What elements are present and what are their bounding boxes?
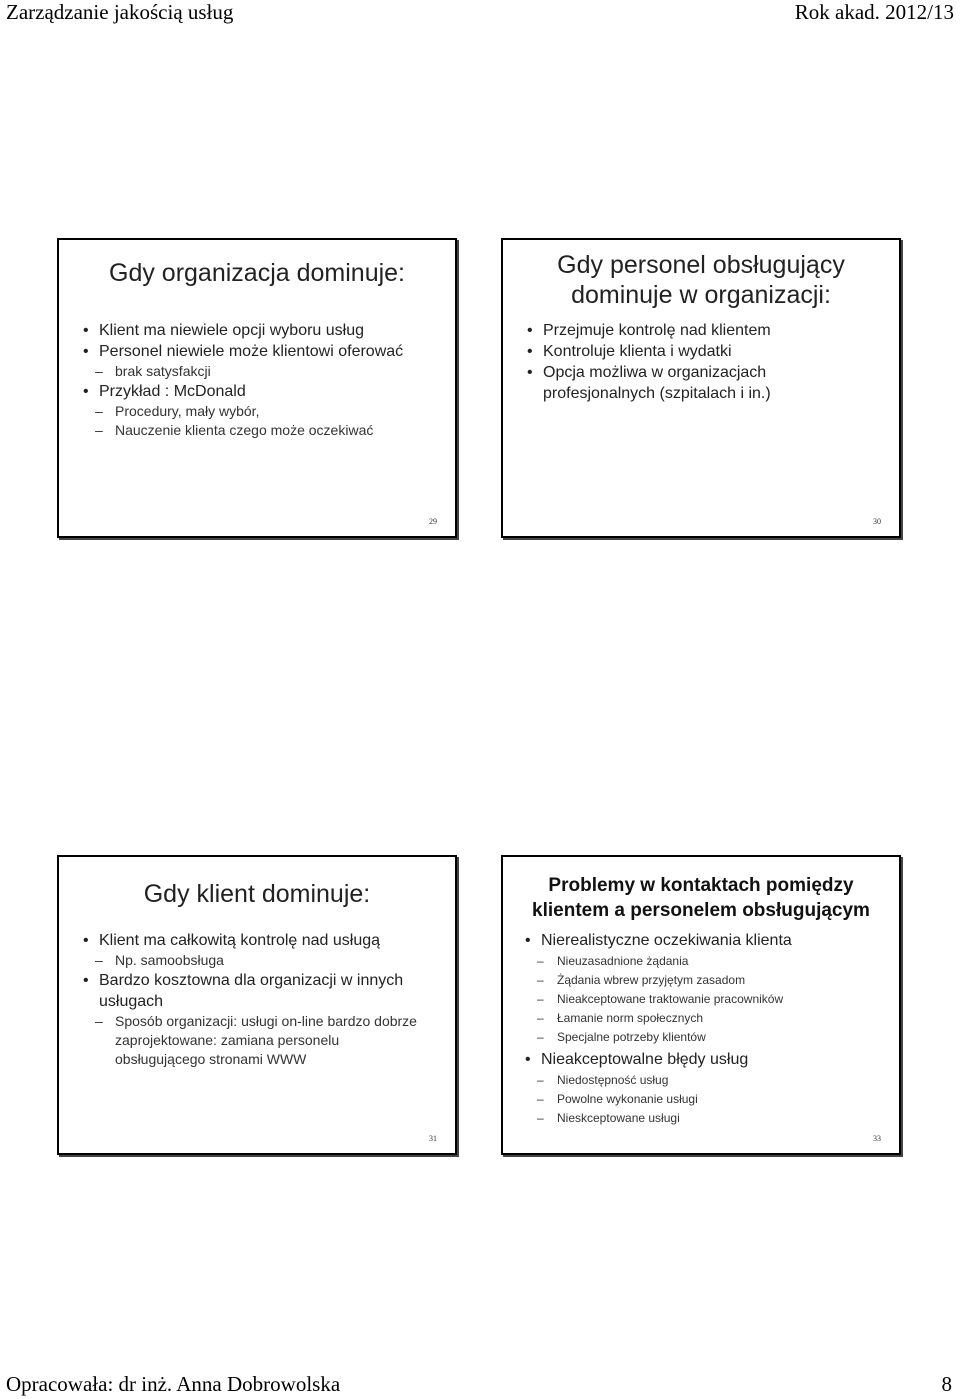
slide-number: 29	[429, 517, 437, 526]
slide-30	[501, 238, 901, 538]
slide-title: Gdy klient dominuje:	[143, 880, 371, 908]
sub-list-item: – Procedury, mały wybór,	[93, 402, 433, 421]
sub-list-item: – Niedostępność usług	[535, 1071, 885, 1090]
sub-list-item: – brak satysfakcji	[93, 362, 433, 381]
list-item: • Personel niewiele może klientowi oferować – brak satysfakcji	[83, 341, 433, 381]
sub-list-item: – Nauczenie klienta czego może oczekiwać	[93, 421, 433, 440]
slide-number: 30	[873, 517, 881, 526]
page-header-title: Zarządzanie jakością usług	[6, 0, 234, 24]
slide-title: Gdy organizacja dominuje:	[109, 259, 405, 287]
list-item: • Nierealistyczne oczekiwania klienta – Nieuzasadnione żądania – Żądania wbrew przyjętym zasadom – Nieakceptowane traktowanie pracowników – Łamanie norm społecznych – Specjalne potrzeby klientów	[525, 930, 885, 1047]
slide-31	[57, 855, 457, 1155]
sub-list-item: – Np. samoobsługa	[93, 951, 433, 970]
sub-list-item: – Sposób organizacji: usługi on-line bardzo dobrze zaprojektowane: zamiana personelu obsługującego stronami WWW	[93, 1012, 433, 1069]
list-item: • Przykład : McDonald – Procedury, mały wybór, – Nauczenie klienta czego może oczekiwać	[83, 381, 433, 440]
sub-list-item: – Specjalne potrzeby klientów	[535, 1028, 885, 1047]
sub-list-item: – Żądania wbrew przyjętym zasadom	[535, 971, 885, 990]
list-item: • Opcja możliwa w organizacjach profesjonalnych (szpitalach i in.)	[527, 362, 827, 404]
slide-number: 33	[873, 1134, 881, 1143]
list-item: • Kontroluje klienta i wydatki	[527, 341, 827, 362]
list-item: • Nieakceptowalne błędy usług – Niedostępność usług – Powolne wykonanie usługi – Nieskceptowane usługi	[525, 1049, 885, 1128]
slide-title: Problemy w kontaktach pomiędzy klientem a personelem obsługującym	[532, 875, 870, 921]
bullet-list	[83, 320, 433, 440]
bullet-list	[527, 320, 827, 404]
sub-list-item: – Nieakceptowane traktowanie pracowników	[535, 990, 885, 1009]
bullet-list	[525, 930, 885, 1128]
sub-list-item: – Łamanie norm społecznych	[535, 1009, 885, 1028]
list-item: • Bardzo kosztowna dla organizacji w innych usługach – Sposób organizacji: usługi on-line bardzo dobrze zaprojektowane: zamiana personelu obsługującego stronami WWW	[83, 970, 433, 1069]
page-header-year: Rok akad. 2012/13	[794, 0, 954, 24]
slide-title: Gdy personel obsługujący dominuje w organizacji:	[557, 251, 845, 309]
slide-number: 31	[429, 1134, 437, 1143]
list-item: • Przejmuje kontrolę nad klientem	[527, 320, 827, 341]
page-footer-author: Opracowała: dr inż. Anna Dobrowolska	[6, 1372, 341, 1396]
sub-list-item: – Powolne wykonanie usługi	[535, 1090, 885, 1109]
page-number: 8	[941, 1372, 952, 1396]
list-item: • Klient ma całkowitą kontrolę nad usługą – Np. samoobsługa	[83, 930, 433, 970]
slide-29	[57, 238, 457, 538]
bullet-list	[83, 930, 433, 1069]
list-item: • Klient ma niewiele opcji wyboru usług	[83, 320, 433, 341]
sub-list-item: – Nieuzasadnione żądania	[535, 952, 885, 971]
slide-33	[501, 855, 901, 1155]
sub-list-item: – Nieskceptowane usługi	[535, 1109, 885, 1128]
